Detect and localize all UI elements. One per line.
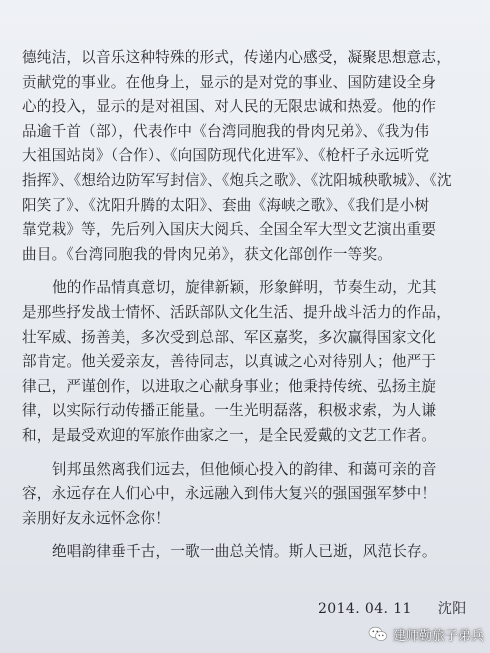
text-line: 贡献党的事业。在他身上，显示的是对党的事业、国防建设全身 <box>22 73 437 91</box>
text-line: 律己，严谨创作，以进取之心献身事业；他秉持传统、弘扬主旋 <box>22 377 437 395</box>
signature-date-line <box>318 598 467 618</box>
text-line: 律，以实际行动传播正能量。一生光明磊落，积极求索，为人谦 <box>22 402 437 420</box>
text-line: 指挥》、《想给边防军写封信》、《炮兵之歌》、《沈阳城秧歌城》、《沈 <box>22 171 452 189</box>
text-line: 是那些抒发战士情怀、活跃部队文化生活、提升战斗活力的作品， <box>22 303 452 321</box>
text-line: 阳笑了》、《沈阳升腾的太阳》、套曲《海峡之歌》、《我们是小树 <box>22 196 430 214</box>
text-line: 品逾千首（部），代表作中《台湾同胞我的骨肉兄弟》、《我为伟 <box>22 122 430 140</box>
signature-date: 2014. 04. 11 <box>318 601 412 617</box>
text-line: 德纯洁，以音乐这种特殊的形式，传递内心感受，凝聚思想意志， <box>22 49 452 66</box>
wechat-icon <box>368 626 388 642</box>
text-line: 和，是最受欢迎的军旅作曲家之一，是全民爱戴的文艺工作者。 <box>22 426 437 444</box>
paragraph-gap <box>22 267 462 276</box>
text-line: 容，永远存在人们心中，永远融入到伟大复兴的强国强军梦中！ <box>22 485 437 503</box>
letter-body <box>22 46 462 565</box>
text-line: 靠党栽》等，先后列入国庆大阅兵、全国全军大型文艺演出重要 <box>22 221 437 239</box>
text-line: 心的投入，显示的是对祖国、对人民的无限忠诚和热爱。他的作 <box>22 98 437 116</box>
text-line: 曲目。《台湾同胞我的骨肉兄弟》，获文化部创作一等奖。 <box>22 245 393 263</box>
text-line: 他的作品情真意切，旋律新颖，形象鲜明，节奏生动，尤其 <box>52 279 437 297</box>
wechat-watermark <box>368 623 484 645</box>
watermark-text: 建师勤旅子弟兵 <box>392 628 484 644</box>
text-line: 绝唱韵律垂千古，一歌一曲总关情。斯人已逝，风范长存。 <box>52 543 437 561</box>
paragraph-gap <box>22 449 462 458</box>
paragraph-gap <box>22 531 462 540</box>
text-line: 钊邦虽然离我们远去，但他倾心投入的韵律、和蔼可亲的音 <box>52 460 437 478</box>
text-line: 亲朋好友永远怀念你！ <box>22 509 170 527</box>
text-line: 部肯定。他关爱亲友，善待同志，以真诚之心对待别人；他严于 <box>22 353 437 371</box>
signature-city: 沈阳 <box>437 601 467 617</box>
text-line: 大祖国站岗》（合作）、《向国防现代化进军》、《枪杆子永远听党 <box>22 147 430 165</box>
text-line: 壮军威、扬善美，多次受到总部、军区嘉奖，多次赢得国家文化 <box>22 328 437 346</box>
